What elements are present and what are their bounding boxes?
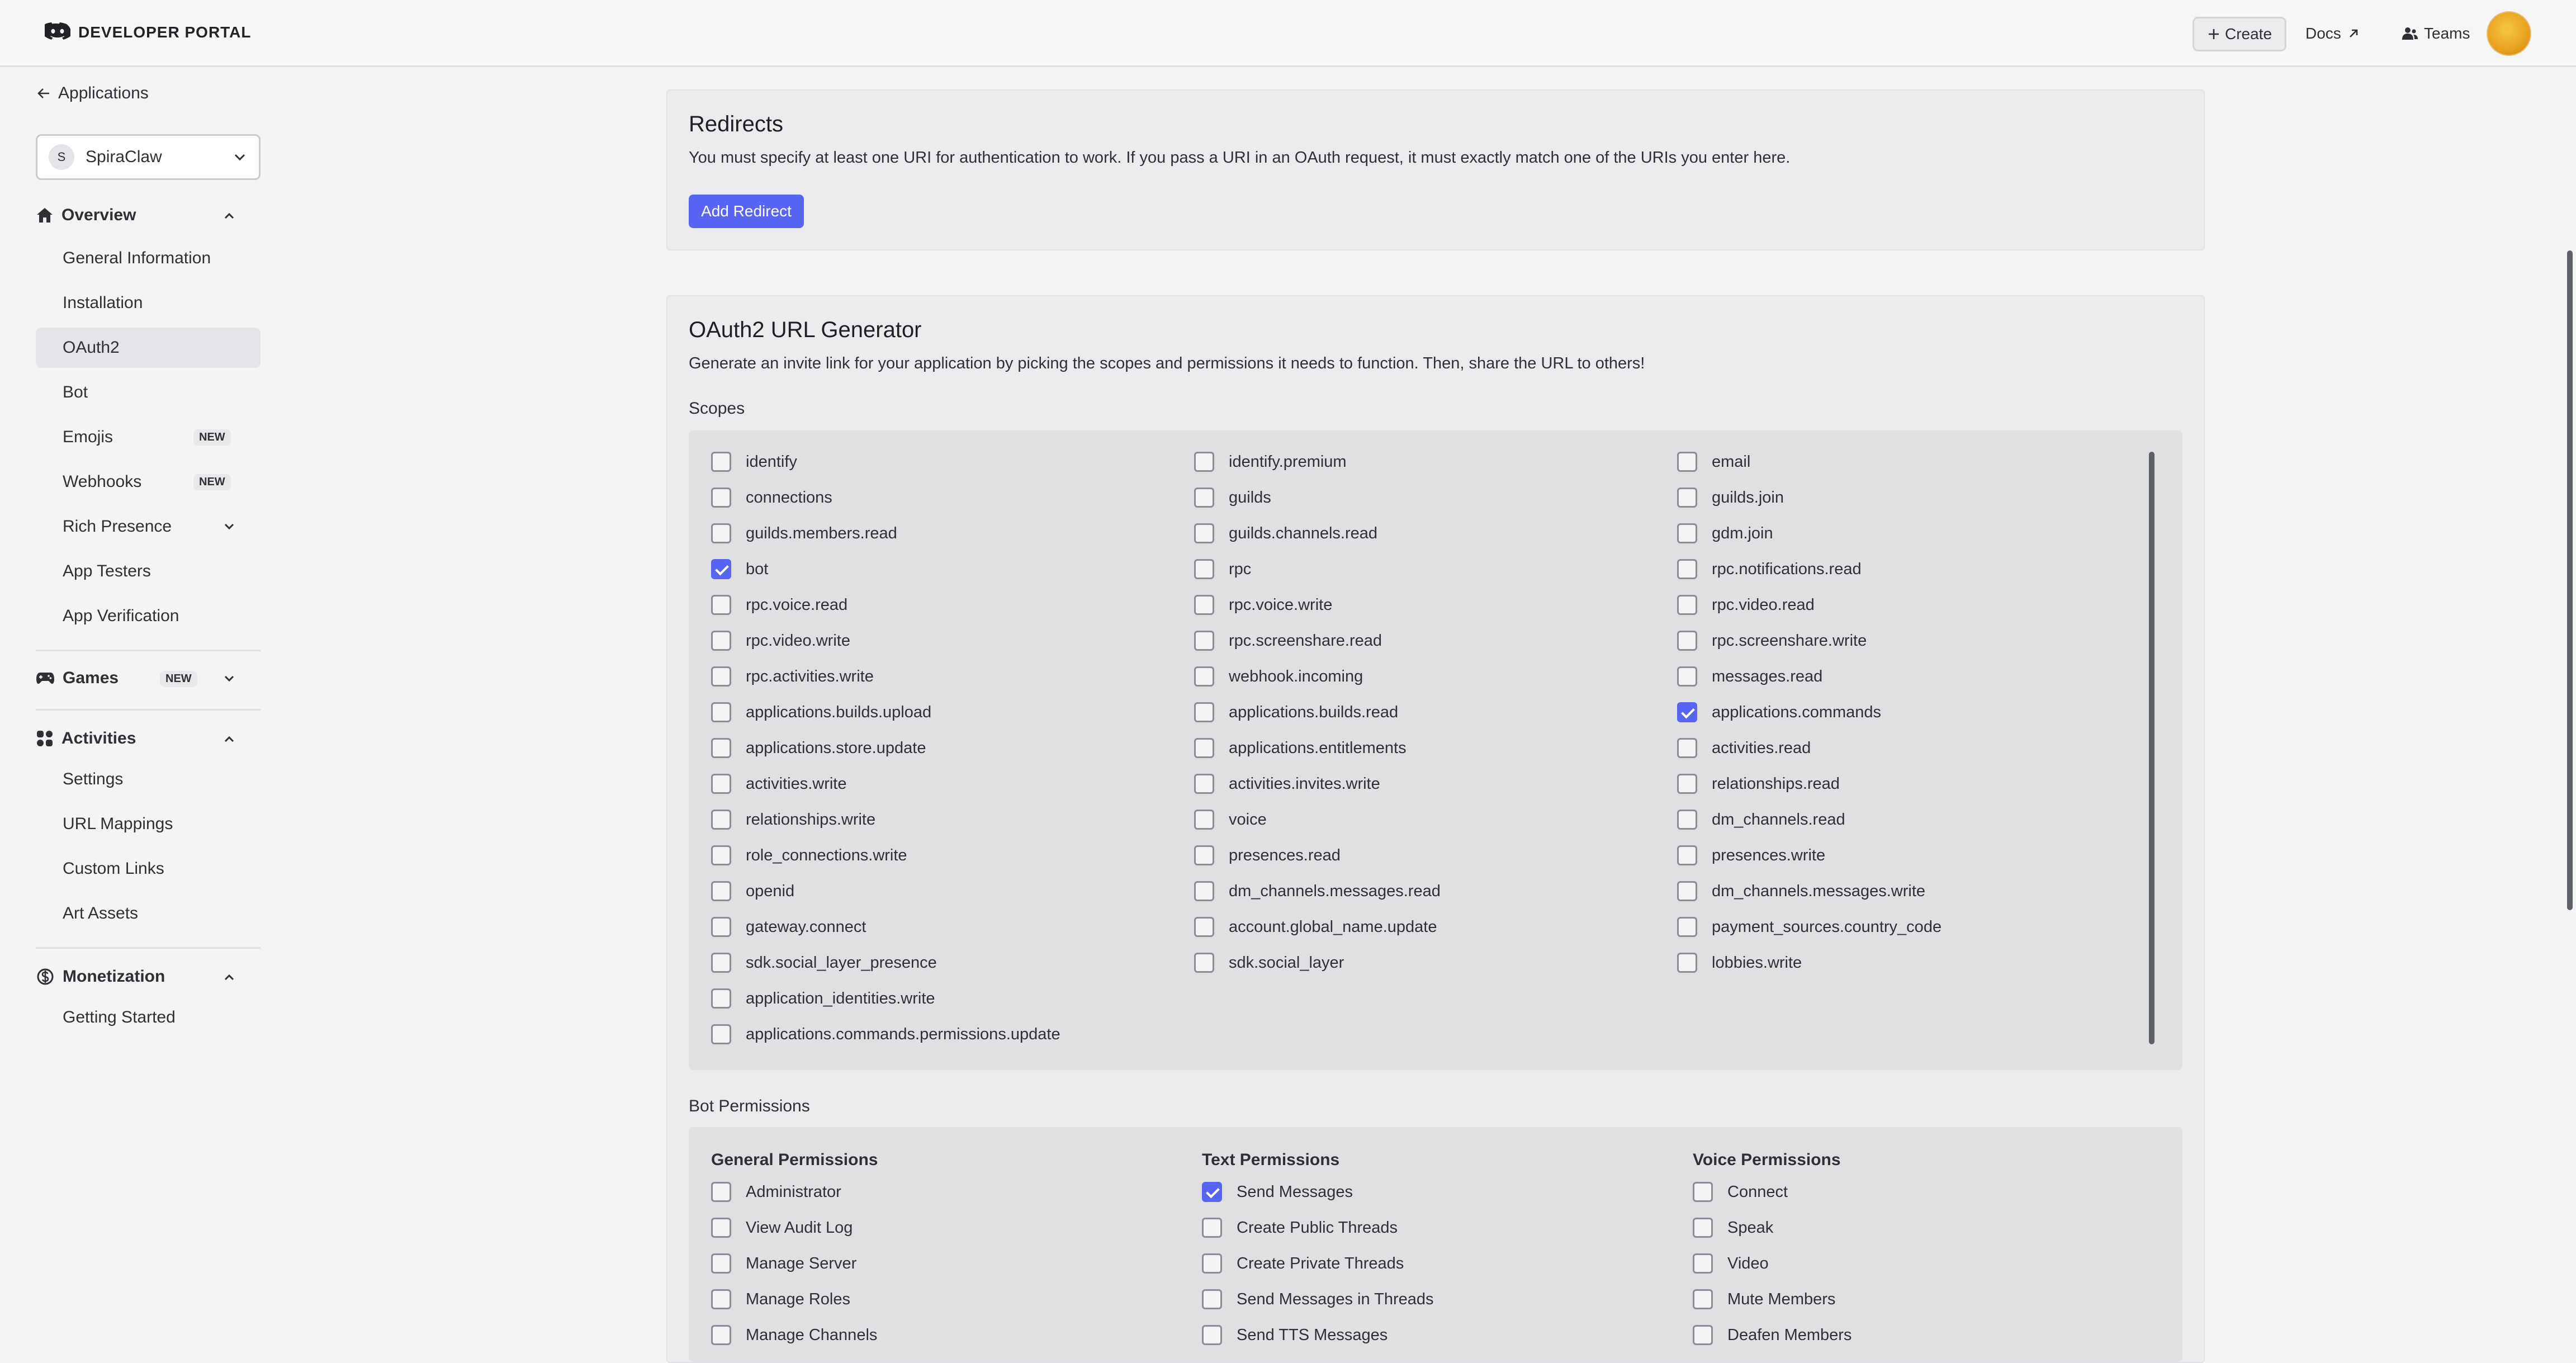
scope-label: rpc.screenshare.read xyxy=(1229,631,1382,650)
scope-dm-channels-read[interactable] xyxy=(1677,810,1845,830)
checkbox[interactable] xyxy=(1693,1218,1713,1238)
scope-guilds-channels-read[interactable] xyxy=(1194,523,1377,543)
scope-label: applications.commands.permissions.update xyxy=(746,1025,1060,1043)
teams-icon xyxy=(2402,26,2418,41)
checkbox[interactable] xyxy=(711,774,731,794)
checkbox[interactable] xyxy=(1693,1182,1713,1202)
scope-label: relationships.read xyxy=(1712,774,1840,793)
checkbox[interactable] xyxy=(711,702,731,722)
discord-logo-icon xyxy=(45,22,70,42)
sidebar-item-app-testers[interactable] xyxy=(36,551,261,591)
checkbox[interactable] xyxy=(711,452,731,472)
permission-label: Manage Server xyxy=(746,1254,857,1272)
sidebar-item-getting-started[interactable] xyxy=(36,997,261,1038)
checkbox[interactable] xyxy=(711,488,731,508)
permission-create-private-threads[interactable] xyxy=(1202,1253,1404,1274)
scope-sdk-social-layer[interactable] xyxy=(1194,953,1344,973)
sidebar-item-url-mappings[interactable] xyxy=(36,804,261,844)
scope-dm-channels-messages-write[interactable] xyxy=(1677,881,1925,901)
checkbox[interactable] xyxy=(711,1218,731,1238)
checkbox[interactable] xyxy=(1693,1289,1713,1309)
scope-rpc-video-write[interactable] xyxy=(711,631,850,651)
scope-activities-invites-write[interactable] xyxy=(1194,774,1380,794)
checkbox[interactable] xyxy=(1194,488,1214,508)
sidebar-divider xyxy=(36,947,261,949)
permission-label: Video xyxy=(1727,1254,1769,1272)
permission-label: Create Private Threads xyxy=(1237,1254,1404,1272)
scope-applications-commands[interactable] xyxy=(1677,702,1881,722)
checkbox[interactable] xyxy=(1677,488,1697,508)
back-label: Applications xyxy=(58,84,149,102)
scope-webhook-incoming[interactable] xyxy=(1194,666,1363,687)
scope-application-identities-write[interactable] xyxy=(711,988,935,1009)
scope-label: lobbies.write xyxy=(1712,953,1802,972)
scope-label: applications.commands xyxy=(1712,703,1882,721)
permission-label: Manage Channels xyxy=(746,1326,878,1344)
scope-label: dm_channels.messages.write xyxy=(1712,882,1926,900)
application-selector[interactable] xyxy=(36,134,261,180)
permission-send-messages[interactable] xyxy=(1202,1182,1353,1202)
checkbox[interactable] xyxy=(1693,1325,1713,1345)
scope-label: bot xyxy=(746,560,769,578)
scope-label: rpc.voice.read xyxy=(746,595,848,614)
checkbox[interactable] xyxy=(1677,774,1697,794)
home-icon xyxy=(36,206,54,224)
checkbox[interactable] xyxy=(1677,631,1697,651)
scope-identify-premium[interactable] xyxy=(1194,452,1347,472)
permission-manage-server[interactable] xyxy=(711,1253,856,1274)
scope-role-connections-write[interactable] xyxy=(711,845,907,865)
checkbox[interactable] xyxy=(1677,881,1697,901)
bot-permissions-list xyxy=(689,1127,2182,1362)
create-button[interactable] xyxy=(2193,17,2286,51)
checkbox[interactable] xyxy=(711,917,731,937)
teams-label: Teams xyxy=(2424,25,2470,42)
scope-label: rpc.video.write xyxy=(746,631,850,650)
scope-label: sdk.social_layer xyxy=(1229,953,1344,972)
checkbox[interactable] xyxy=(1194,845,1214,865)
scope-lobbies-write[interactable] xyxy=(1677,953,1802,973)
scope-label: dm_channels.messages.read xyxy=(1229,882,1441,900)
nav-section-monetization[interactable] xyxy=(36,967,261,986)
activities-icon xyxy=(36,730,54,747)
permission-view-audit-log[interactable] xyxy=(711,1218,853,1238)
checkbox[interactable] xyxy=(1194,523,1214,543)
scope-label: identify.premium xyxy=(1229,452,1347,471)
page-scrollbar-thumb[interactable] xyxy=(2567,250,2573,910)
activities-label: Activities xyxy=(61,729,136,747)
chevron-down-icon xyxy=(221,519,237,534)
checkbox[interactable] xyxy=(1677,738,1697,758)
sidebar-item-app-verification[interactable] xyxy=(36,596,261,636)
checkbox[interactable] xyxy=(1677,595,1697,615)
brand-title: DEVELOPER PORTAL xyxy=(78,23,252,41)
permission-label: Connect xyxy=(1727,1182,1788,1201)
checkbox[interactable] xyxy=(1194,702,1214,722)
scope-label: activities.invites.write xyxy=(1229,774,1380,793)
sidebar-item-label: Rich Presence xyxy=(63,517,172,536)
sidebar-item-rich-presence[interactable] xyxy=(36,507,261,547)
checkbox-checked[interactable] xyxy=(711,559,731,579)
chevron-up-icon xyxy=(221,969,237,985)
scope-applications-builds-read[interactable] xyxy=(1194,702,1398,722)
checkbox-checked[interactable] xyxy=(1677,702,1697,722)
scope-relationships-write[interactable] xyxy=(711,810,875,830)
permission-create-public-threads[interactable] xyxy=(1202,1218,1398,1238)
scope-label: guilds.channels.read xyxy=(1229,524,1378,542)
create-label: Create xyxy=(2224,25,2272,42)
sidebar-divider xyxy=(36,709,261,711)
scope-label: sdk.social_layer_presence xyxy=(746,953,937,972)
checkbox[interactable] xyxy=(1693,1253,1713,1274)
scope-label: rpc.activities.write xyxy=(746,667,874,685)
scope-label: connections xyxy=(746,488,832,507)
permission-label: View Audit Log xyxy=(746,1218,853,1237)
scope-rpc-screenshare-read[interactable] xyxy=(1194,631,1382,651)
sidebar-item-label: OAuth2 xyxy=(63,338,120,357)
scope-label: presences.write xyxy=(1712,846,1826,864)
scope-label: email xyxy=(1712,452,1751,471)
checkbox[interactable] xyxy=(711,523,731,543)
scope-gdm-join[interactable] xyxy=(1677,523,1773,543)
scope-rpc-video-read[interactable] xyxy=(1677,595,1815,615)
sidebar-item-label: Art Assets xyxy=(63,904,139,922)
checkbox[interactable] xyxy=(1677,523,1697,543)
permission-manage-roles[interactable] xyxy=(711,1289,850,1309)
docs-link[interactable] xyxy=(2305,25,2360,42)
sidebar-item-label: URL Mappings xyxy=(63,815,173,833)
new-badge: NEW xyxy=(160,671,197,687)
permission-label: Mute Members xyxy=(1727,1290,1836,1308)
new-badge: NEW xyxy=(193,474,231,490)
plus-icon xyxy=(2207,27,2220,41)
redirects-description: You must specify at least one URI for authentication to work. If you pass a URI in an OAuth request, it must exactly match one of the URIs you enter here. xyxy=(689,149,1791,167)
permission-group-voice-permissions: Voice Permissions xyxy=(1693,1151,1841,1169)
checkbox[interactable] xyxy=(1194,631,1214,651)
checkbox[interactable] xyxy=(711,988,731,1009)
checkbox[interactable] xyxy=(1677,953,1697,973)
scope-account-global-name-update[interactable] xyxy=(1194,917,1437,937)
sidebar-item-oauth2[interactable] xyxy=(36,328,261,368)
new-badge: NEW xyxy=(193,429,231,446)
checkbox[interactable] xyxy=(711,738,731,758)
sidebar-item-bot[interactable] xyxy=(36,372,261,413)
docs-label: Docs xyxy=(2305,25,2341,42)
sidebar-item-settings[interactable] xyxy=(36,759,261,799)
checkbox[interactable] xyxy=(1202,1218,1222,1238)
scope-rpc-notifications-read[interactable] xyxy=(1677,559,1862,579)
scope-rpc[interactable] xyxy=(1194,559,1251,579)
gamepad-icon xyxy=(36,670,55,687)
checkbox[interactable] xyxy=(711,1024,731,1044)
scope-identify[interactable] xyxy=(711,452,797,472)
sidebar-item-installation[interactable] xyxy=(36,283,261,323)
scope-label: account.global_name.update xyxy=(1229,917,1437,936)
scope-gateway-connect[interactable] xyxy=(711,917,866,937)
permission-label: Administrator xyxy=(746,1182,841,1201)
checkbox[interactable] xyxy=(1194,452,1214,472)
chevron-up-icon xyxy=(221,208,237,224)
sidebar-item-custom-links[interactable] xyxy=(36,849,261,889)
scope-bot[interactable] xyxy=(711,559,768,579)
checkbox[interactable] xyxy=(1677,559,1697,579)
scope-applications-entitlements[interactable] xyxy=(1194,738,1407,758)
user-avatar[interactable] xyxy=(2487,11,2531,56)
permission-connect[interactable] xyxy=(1693,1182,1788,1202)
add-redirect-button[interactable]: Add Redirect xyxy=(689,195,804,228)
permission-group-general-permissions: General Permissions xyxy=(711,1151,878,1169)
scope-payment-sources-country-code[interactable] xyxy=(1677,917,1942,937)
scope-label: relationships.write xyxy=(746,810,876,829)
permission-deafen-members[interactable] xyxy=(1693,1325,1852,1345)
scope-label: webhook.incoming xyxy=(1229,667,1363,685)
permission-send-tts-messages[interactable] xyxy=(1202,1325,1388,1345)
checkbox[interactable] xyxy=(711,1253,731,1274)
scope-email[interactable] xyxy=(1677,452,1750,472)
scope-label: rpc.voice.write xyxy=(1229,595,1333,614)
redirects-panel xyxy=(666,89,2205,250)
scope-applications-store-update[interactable] xyxy=(711,738,926,758)
checkbox[interactable] xyxy=(1194,917,1214,937)
generator-description: Generate an invite link for your application by picking the scopes and permissions it needs to function. Then, share the URL to others! xyxy=(689,354,1645,372)
scope-applications-commands-permissions-update[interactable] xyxy=(711,1024,1060,1044)
app-avatar: S xyxy=(49,144,74,170)
checkbox[interactable] xyxy=(711,953,731,973)
checkbox-checked[interactable] xyxy=(1202,1182,1222,1202)
scope-messages-read[interactable] xyxy=(1677,666,1822,687)
monetization-label: Monetization xyxy=(63,967,165,986)
sidebar-item-label: Bot xyxy=(63,383,88,401)
scope-guilds[interactable] xyxy=(1194,488,1271,508)
checkbox[interactable] xyxy=(1194,881,1214,901)
permission-label: Send Messages xyxy=(1237,1182,1353,1201)
scope-label: openid xyxy=(746,882,795,900)
permission-label: Create Public Threads xyxy=(1237,1218,1398,1237)
generator-title: OAuth2 URL Generator xyxy=(689,318,922,342)
permission-group-text-permissions: Text Permissions xyxy=(1202,1151,1340,1169)
scope-label: applications.store.update xyxy=(746,739,926,757)
scope-label: applications.builds.read xyxy=(1229,703,1399,721)
permission-video[interactable] xyxy=(1693,1253,1769,1274)
checkbox[interactable] xyxy=(1677,917,1697,937)
scope-guilds-join[interactable] xyxy=(1677,488,1784,508)
checkbox[interactable] xyxy=(711,1325,731,1345)
checkbox[interactable] xyxy=(1202,1253,1222,1274)
checkbox[interactable] xyxy=(711,1289,731,1309)
checkbox[interactable] xyxy=(711,810,731,830)
sidebar-item-emojis[interactable] xyxy=(36,417,261,457)
nav-section-games[interactable] xyxy=(36,669,261,688)
bot-permissions-label: Bot Permissions xyxy=(689,1097,810,1115)
checkbox[interactable] xyxy=(1194,559,1214,579)
scope-presences-read[interactable] xyxy=(1194,845,1341,865)
sidebar-divider xyxy=(36,650,261,651)
checkbox[interactable] xyxy=(1194,810,1214,830)
scope-label: rpc.notifications.read xyxy=(1712,560,1862,578)
scope-label: identify xyxy=(746,452,797,471)
scope-guilds-members-read[interactable] xyxy=(711,523,897,543)
redirects-title: Redirects xyxy=(689,112,783,136)
permission-administrator[interactable] xyxy=(711,1182,841,1202)
scope-label: activities.read xyxy=(1712,739,1811,757)
scope-applications-builds-upload[interactable] xyxy=(711,702,931,722)
games-label: Games xyxy=(63,669,119,687)
scope-label: guilds.join xyxy=(1712,488,1784,507)
scope-label: dm_channels.read xyxy=(1712,810,1845,829)
sidebar-item-label: Installation xyxy=(63,294,143,312)
scope-openid[interactable] xyxy=(711,881,794,901)
sidebar-item-webhooks[interactable] xyxy=(36,462,261,502)
scope-label: rpc xyxy=(1229,560,1252,578)
scope-label: gateway.connect xyxy=(746,917,866,936)
scope-label: activities.write xyxy=(746,774,847,793)
scope-label: role_connections.write xyxy=(746,846,907,864)
scope-label: applications.builds.upload xyxy=(746,703,932,721)
scope-label: rpc.video.read xyxy=(1712,595,1815,614)
brand[interactable] xyxy=(45,22,252,42)
chevron-up-icon xyxy=(221,731,237,747)
scope-activities-read[interactable] xyxy=(1677,738,1811,758)
scope-label: applications.entitlements xyxy=(1229,739,1407,757)
permission-manage-channels[interactable] xyxy=(711,1325,877,1345)
external-arrow-icon xyxy=(2347,27,2360,40)
scopes-label: Scopes xyxy=(689,399,745,418)
checkbox[interactable] xyxy=(711,845,731,865)
scope-label: application_identities.write xyxy=(746,989,935,1007)
sidebar-item-label: Custom Links xyxy=(63,859,164,878)
permission-label: Send Messages in Threads xyxy=(1237,1290,1434,1308)
checkbox[interactable] xyxy=(1202,1325,1222,1345)
scope-label: payment_sources.country_code xyxy=(1712,917,1942,936)
scope-label: rpc.screenshare.write xyxy=(1712,631,1867,650)
checkbox[interactable] xyxy=(711,881,731,901)
sidebar-item-general-information[interactable] xyxy=(36,238,261,278)
checkbox[interactable] xyxy=(1677,666,1697,687)
checkbox[interactable] xyxy=(711,595,731,615)
scope-label: guilds xyxy=(1229,488,1271,507)
scope-activities-write[interactable] xyxy=(711,774,847,794)
checkbox[interactable] xyxy=(1194,953,1214,973)
chevron-down-icon xyxy=(221,671,237,687)
checkbox[interactable] xyxy=(1202,1289,1222,1309)
scope-label: presences.read xyxy=(1229,846,1341,864)
permission-label: Deafen Members xyxy=(1727,1326,1852,1344)
scope-relationships-read[interactable] xyxy=(1677,774,1840,794)
checkbox[interactable] xyxy=(1194,595,1214,615)
permission-label: Speak xyxy=(1727,1218,1774,1237)
checkbox[interactable] xyxy=(1677,452,1697,472)
app-name: SpiraClaw xyxy=(86,148,162,166)
scope-label: messages.read xyxy=(1712,667,1823,685)
scope-rpc-screenshare-write[interactable] xyxy=(1677,631,1867,651)
sidebar-item-label: App Verification xyxy=(63,607,179,625)
scope-sdk-social-layer-presence[interactable] xyxy=(711,953,937,973)
chevron-down-icon xyxy=(232,149,248,165)
sidebar-item-label: Webhooks xyxy=(63,472,142,491)
overview-label: Overview xyxy=(61,206,136,224)
permission-mute-members[interactable] xyxy=(1693,1289,1835,1309)
permission-speak[interactable] xyxy=(1693,1218,1773,1238)
checkbox[interactable] xyxy=(1677,845,1697,865)
scope-presences-write[interactable] xyxy=(1677,845,1825,865)
checkbox[interactable] xyxy=(711,1182,731,1202)
top-bar xyxy=(0,0,2576,67)
sidebar-item-label: Emojis xyxy=(63,428,113,446)
sidebar-item-label: Settings xyxy=(63,770,124,788)
scope-rpc-activities-write[interactable] xyxy=(711,666,874,687)
sidebar-item-label: Getting Started xyxy=(63,1008,176,1026)
sidebar-item-label: General Information xyxy=(63,249,211,267)
scope-voice[interactable] xyxy=(1194,810,1267,830)
permission-send-messages-in-threads[interactable] xyxy=(1202,1289,1434,1309)
back-to-applications-link[interactable] xyxy=(36,84,149,103)
nav-section-activities[interactable] xyxy=(36,729,261,748)
permission-label: Send TTS Messages xyxy=(1237,1326,1388,1344)
scope-connections[interactable] xyxy=(711,488,832,508)
checkbox[interactable] xyxy=(1194,666,1214,687)
scope-label: voice xyxy=(1229,810,1267,829)
sidebar-item-label: App Testers xyxy=(63,562,151,580)
scope-label: guilds.members.read xyxy=(746,524,897,542)
teams-link[interactable] xyxy=(2402,25,2470,42)
scope-label: gdm.join xyxy=(1712,524,1773,542)
scope-rpc-voice-write[interactable] xyxy=(1194,595,1332,615)
checkbox[interactable] xyxy=(711,631,731,651)
scopes-scrollbar-thumb[interactable] xyxy=(2149,452,2154,1044)
scope-rpc-voice-read[interactable] xyxy=(711,595,847,615)
checkbox[interactable] xyxy=(1194,738,1214,758)
scope-dm-channels-messages-read[interactable] xyxy=(1194,881,1441,901)
monetization-icon xyxy=(36,967,55,986)
checkbox[interactable] xyxy=(1194,774,1214,794)
sidebar-item-art-assets[interactable] xyxy=(36,893,261,934)
arrow-left-icon xyxy=(36,86,51,101)
nav-section-overview[interactable] xyxy=(36,206,261,225)
checkbox[interactable] xyxy=(1677,810,1697,830)
checkbox[interactable] xyxy=(711,666,731,687)
permission-label: Manage Roles xyxy=(746,1290,850,1308)
